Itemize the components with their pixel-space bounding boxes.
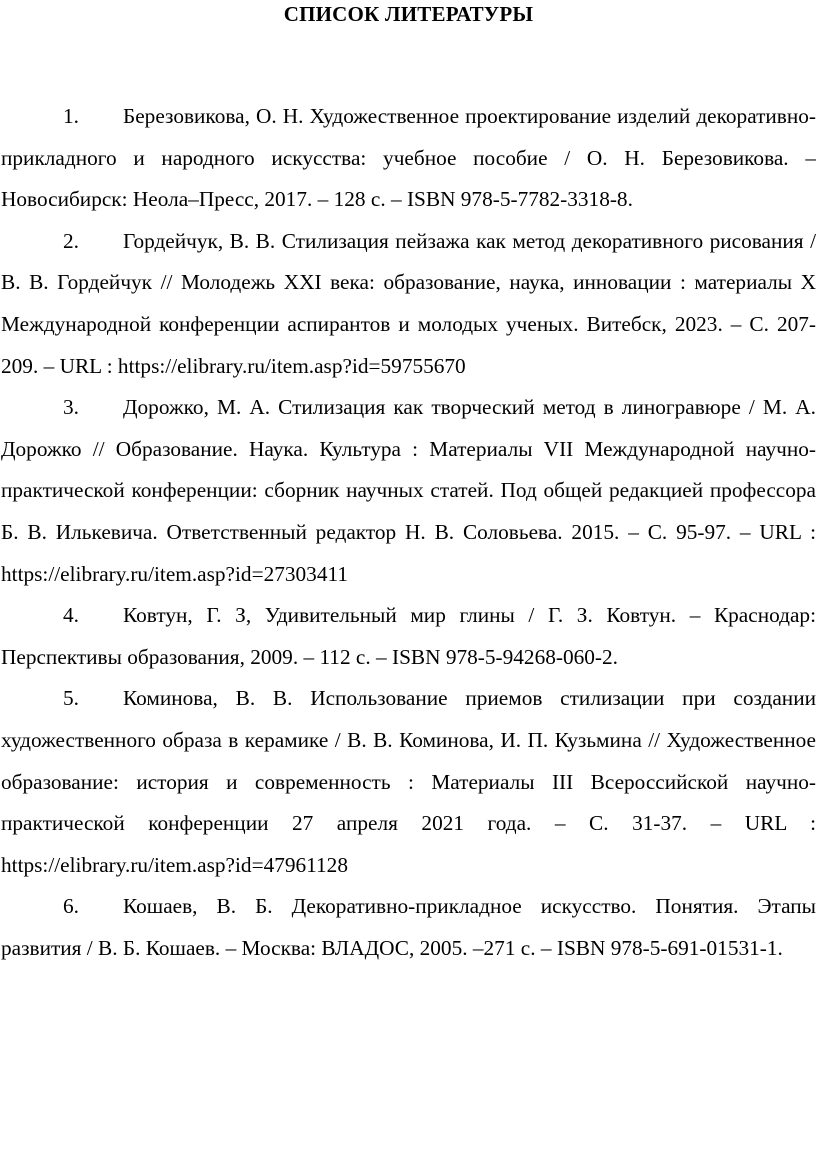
reference-number: 2. xyxy=(63,228,79,253)
reference-item xyxy=(1,96,816,221)
reference-item xyxy=(1,678,816,886)
reference-item xyxy=(1,886,816,969)
reference-number: 5. xyxy=(63,686,79,711)
reference-item xyxy=(1,221,816,387)
reference-text: Коминова, В. В. Использование приемов стилизации при создании художественного образа в керамике / В. В. Коминова, И. П. Кузьмина // Художественное образование: история и современность : Материалы III Всероссийской научно-практической конференции 27 апреля 2021 года. – С. 31-37. – URL : https://elibrary.ru/item.asp?id=47961128 xyxy=(1,686,816,877)
reference-text: Березовикова, О. Н. Художественное проектирование изделий декоративно-прикладного и народного искусства: учебное пособие / О. Н. Березовикова. – Новосибирск: Неола–Пресс, 2017. – 128 с. – ISBN 978-5-7782-3318-8. xyxy=(1,104,816,212)
reference-number: 3. xyxy=(63,395,79,420)
reference-item xyxy=(1,387,816,595)
reference-text: Кошаев, В. Б. Декоративно-прикладное искусство. Понятия. Этапы развития / В. Б. Кошаев. – Москва: ВЛАДОС, 2005. –271 с. – ISBN 978-5-691-01531-1. xyxy=(1,894,816,960)
reference-list xyxy=(1,96,816,969)
reference-text: Ковтун, Г. З, Удивительный мир глины / Г. З. Ковтун. – Краснодар: Перспективы образования, 2009. – 112 с. – ISBN 978-5-94268-060-2. xyxy=(1,603,816,669)
reference-item xyxy=(1,595,816,678)
reference-number: 4. xyxy=(63,603,79,628)
reference-text: Гордейчук, В. В. Стилизация пейзажа как метод декоративного рисования / В. В. Гордейчук // Молодежь XXI века: образование, наука, инновации : материалы X Международной конференции аспирантов и молодых ученых. Витебск, 2023. – С. 207-209. – URL : https://elibrary.ru/item.asp?id=59755670 xyxy=(1,228,816,378)
reference-number: 6. xyxy=(63,894,79,919)
page-title: СПИСОК ЛИТЕРАТУРЫ xyxy=(283,2,534,26)
reference-text: Дорожко, М. А. Стилизация как творческий метод в линогравюре / М. А. Дорожко // Образование. Наука. Культура : Материалы VII Международной научно-практической конференции: сборник научных статей. Под общей редакцией профессора Б. В. Илькевича. Ответственный редактор Н. В. Соловьева. 2015. – С. 95-97. – URL : https://elibrary.ru/item.asp?id=27303411 xyxy=(1,395,816,586)
reference-number: 1. xyxy=(63,104,79,128)
